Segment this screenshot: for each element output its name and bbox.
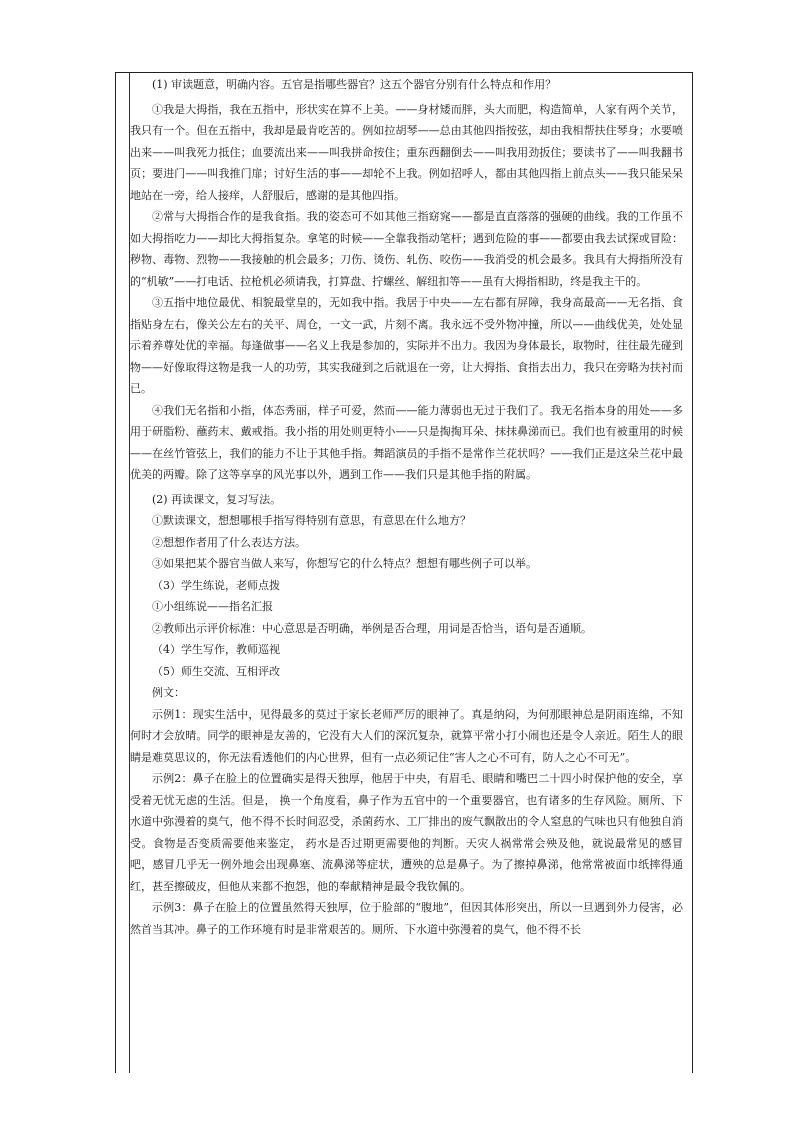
example-3: 示例3：鼻子在脸上的位置虽然得天独厚，位于脸部的“腹地”，但因其体形突出，所以一旦遇到外力侵害，必然首当其冲。鼻子的工作环境有时是非常艰苦的。厕所、下水道中弥漫着的臭气，他不得不长 [130, 901, 683, 936]
question-5: （5）师生交流、互相评改 [152, 664, 280, 678]
question-2a: ①默读课文，想想哪根手指写得特别有意思，有意思在什么地方？ [152, 514, 471, 527]
paragraph-thumb: ①我是大拇指，我在五指中，形状实在算不上美。——身材矮而胖，头大而肥，构造简单，人家有两个关节，我只有一个。但在五指中，我却是最肯吃苦的。例如拉胡琴——总由其他四指按弦，却由我相帮扶住琴身；水要喷出来——叫我死力抵住；血要流出来——叫我拼命按住；重东西翻倒去——叫我用劲扳住；要读书了——叫我翻书页；要进门——叫我推门扉；讨好生活的事——却轮不上我。例如招呼人，都由其他四指上前点头——我只能呆呆地站在一旁，给人接痒，人舒服后，感谢的是其他四指。 [130, 102, 683, 202]
paragraph-middle-finger: ③五指中地位最优、相貌最堂皇的，无如我中指。我居于中央——左右都有屏障，我身高最高——无名指、食指贴身左右，像关公左右的关平、周仓，一文一武，片刻不离。我永远不受外物冲撞，所以——曲线优美，处处显示着养尊处优的幸福。每逢做事——名义上我是参加的，实际并不出力。我因为身体最长，取物时，往往最先碰到物——好像取得这物是我一人的功劳，其实我碰到之后就退在一旁，让大拇指、食指去出力，我只在旁略为扶衬而已。 [130, 296, 683, 395]
paragraph-ring-little-finger: ④我们无名指和小指，体态秀丽，样子可爱，然而——能力薄弱也无过于我们了。我无名指本身的用处——多用于研脂粉、蘸药末、戴戒指。我小指的用处则更特小——只是掏掏耳朵、抹抹鼻涕而已。我们也有被重用的时候——在丝竹管弦上，我们的能力不让于其他手指。舞蹈演员的手指不是常作兰花状吗？——我们正是这朵兰花中最优美的两瓣。除了这等享享的风光事以外，遇到工作——我们只是其他手指的附属。 [130, 403, 683, 481]
question-1: (1) 审读题意，明确内容。五官是指哪些器官？这五个器官分别有什么特点和作用？ [152, 78, 557, 91]
question-3a: ①小组练说——指名汇报 [152, 600, 273, 613]
example-heading: 例文： [152, 686, 185, 699]
example-2: 示例2：鼻子在脸上的位置确实是得天独厚，他居于中央，有眉毛、眼睛和嘴巴二十四小时保护他的安全，享受着无忧无虑的生活。但是， 换一个角度看，鼻子作为五官中的一个重要器官，也有诸多的生存风险。厕所、下水道中弥漫着的臭气，他不得不长时间忍受，杀菌药水、工厂排出的废气飘散出的令人窒息的气味也只有他独自消受。食物是否变质需要他来鉴定， 药水是否过期更需要他的判断。天灾人祸常常会殃及他，就说最常见的感冒吧，感冒几乎无一例外地会出现鼻塞、流鼻涕等症状，遭殃的总是鼻子。为了擦掉鼻涕，他常常被面巾纸摔得通红，甚至擦破皮，但他从来都不抱怨，他的奉献精神是最令我钦佩的。 [130, 772, 683, 893]
question-2c: ③如果把某个器官当做人来写，你想写它的什么特点？想想有哪些例子可以举。 [152, 557, 537, 570]
example-1: 示例1：现实生活中，见得最多的莫过于家长老师严厉的眼神了。真是纳闷，为何那眼神总是阴雨连绵，不知何时才会放晴。同学的眼神是友善的，它没有大人们的深沉复杂，就算平常小打小闹也还是令人亲近。陌生人的眼睛是难莫思议的，你无法看透他们的内心世界，但有一点必须记住“害人之心不可有，防人之心不可无”。 [130, 707, 683, 764]
paragraph-index-finger: ②常与大拇指合作的是我食指。我的姿态可不如其他三指窈窕——都是直直落落的强硬的曲线。我的工作虽不如大拇指吃力——却比大拇指复杂。拿笔的时候——全靠我指动笔杆；遇到危险的事——都要由我去试探或冒险：秽物、毒物、烈物——我接触的机会最多；刀伤、烫伤、轧伤、咬伤——我消受的机会最多。我具有大拇指所没有的“机敏”——打电话、拉枪机必须请我，打算盘、拧螺丝、解纽扣等——虽有大拇指相助，终是我主干的。 [130, 210, 683, 288]
question-3b: ②教师出示评价标准：中心意思是否明确，举例是否合理，用词是否恰当，语句是否通顺。 [152, 621, 592, 635]
lesson-content [130, 74, 683, 940]
question-3: （3）学生练说，老师点拨 [152, 578, 280, 592]
question-2b: ②想想作者用了什么表达方法。 [152, 535, 306, 549]
question-2: (2) 再读课文，复习写法。 [152, 492, 282, 506]
question-4: （4）学生写作，教师巡视 [152, 643, 280, 656]
